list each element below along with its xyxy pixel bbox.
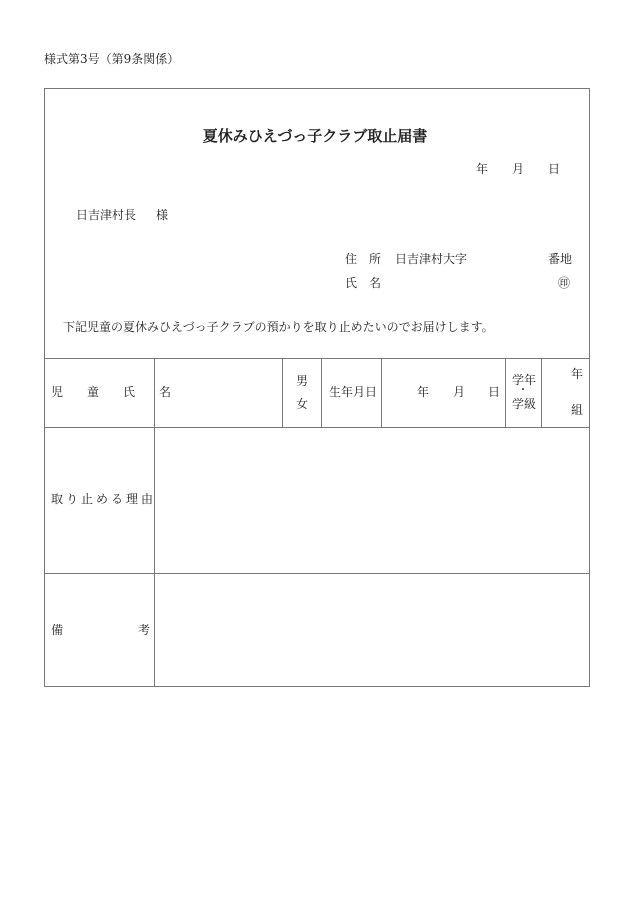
grade-year[interactable]: 年 xyxy=(571,367,584,381)
column-divider xyxy=(541,358,542,427)
name-label: 氏 名 xyxy=(345,276,382,290)
form-title: 夏休みひえづっ子クラブ取止届書 xyxy=(202,127,428,145)
reason-label: 取り止める理由 xyxy=(51,492,157,506)
column-divider xyxy=(154,358,155,686)
child-name-label: 児 童 氏 名 xyxy=(51,385,178,399)
birth-month[interactable]: 月 xyxy=(453,385,466,399)
birth-year[interactable]: 年 xyxy=(417,385,430,399)
column-divider xyxy=(282,358,283,427)
row-divider xyxy=(44,573,589,574)
statement-text: 下記児童の夏休みひえづっ子クラブの預かりを取り止めたいのでお届けします。 xyxy=(63,320,494,334)
birthdate-label: 生年月日 xyxy=(329,385,378,399)
address-prefix[interactable]: 日吉津村大字 xyxy=(395,252,468,266)
birth-day[interactable]: 日 xyxy=(488,385,501,399)
reason-field[interactable] xyxy=(160,432,584,568)
row-divider xyxy=(44,427,589,428)
addressee-name: 日吉津村長 xyxy=(76,208,137,222)
grade-dot: ・ xyxy=(518,385,528,396)
column-divider xyxy=(381,358,382,427)
child-name-field[interactable] xyxy=(160,362,278,424)
form-number: 様式第3号（第9条関係） xyxy=(44,52,180,66)
date-year[interactable]: 年 xyxy=(476,162,489,176)
grade-label-top: 学年 xyxy=(512,373,537,387)
date-day[interactable]: 日 xyxy=(548,162,561,176)
grade-label-bottom: 学級 xyxy=(512,397,537,411)
seal-mark: ㊞ xyxy=(558,276,571,290)
sex-female[interactable]: 女 xyxy=(296,397,309,411)
date-month[interactable]: 月 xyxy=(512,162,525,176)
column-divider xyxy=(321,358,322,427)
row-divider xyxy=(44,358,589,359)
address-label: 住 所 xyxy=(345,252,382,266)
column-divider xyxy=(505,358,506,427)
remarks-label-1: 備 xyxy=(51,623,64,637)
grade-class[interactable]: 組 xyxy=(571,403,584,417)
remarks-label-2: 考 xyxy=(138,623,151,637)
sex-male[interactable]: 男 xyxy=(296,374,309,388)
remarks-field[interactable] xyxy=(160,578,584,682)
address-suffix: 番地 xyxy=(548,252,573,266)
addressee-honorific: 様 xyxy=(156,208,169,222)
